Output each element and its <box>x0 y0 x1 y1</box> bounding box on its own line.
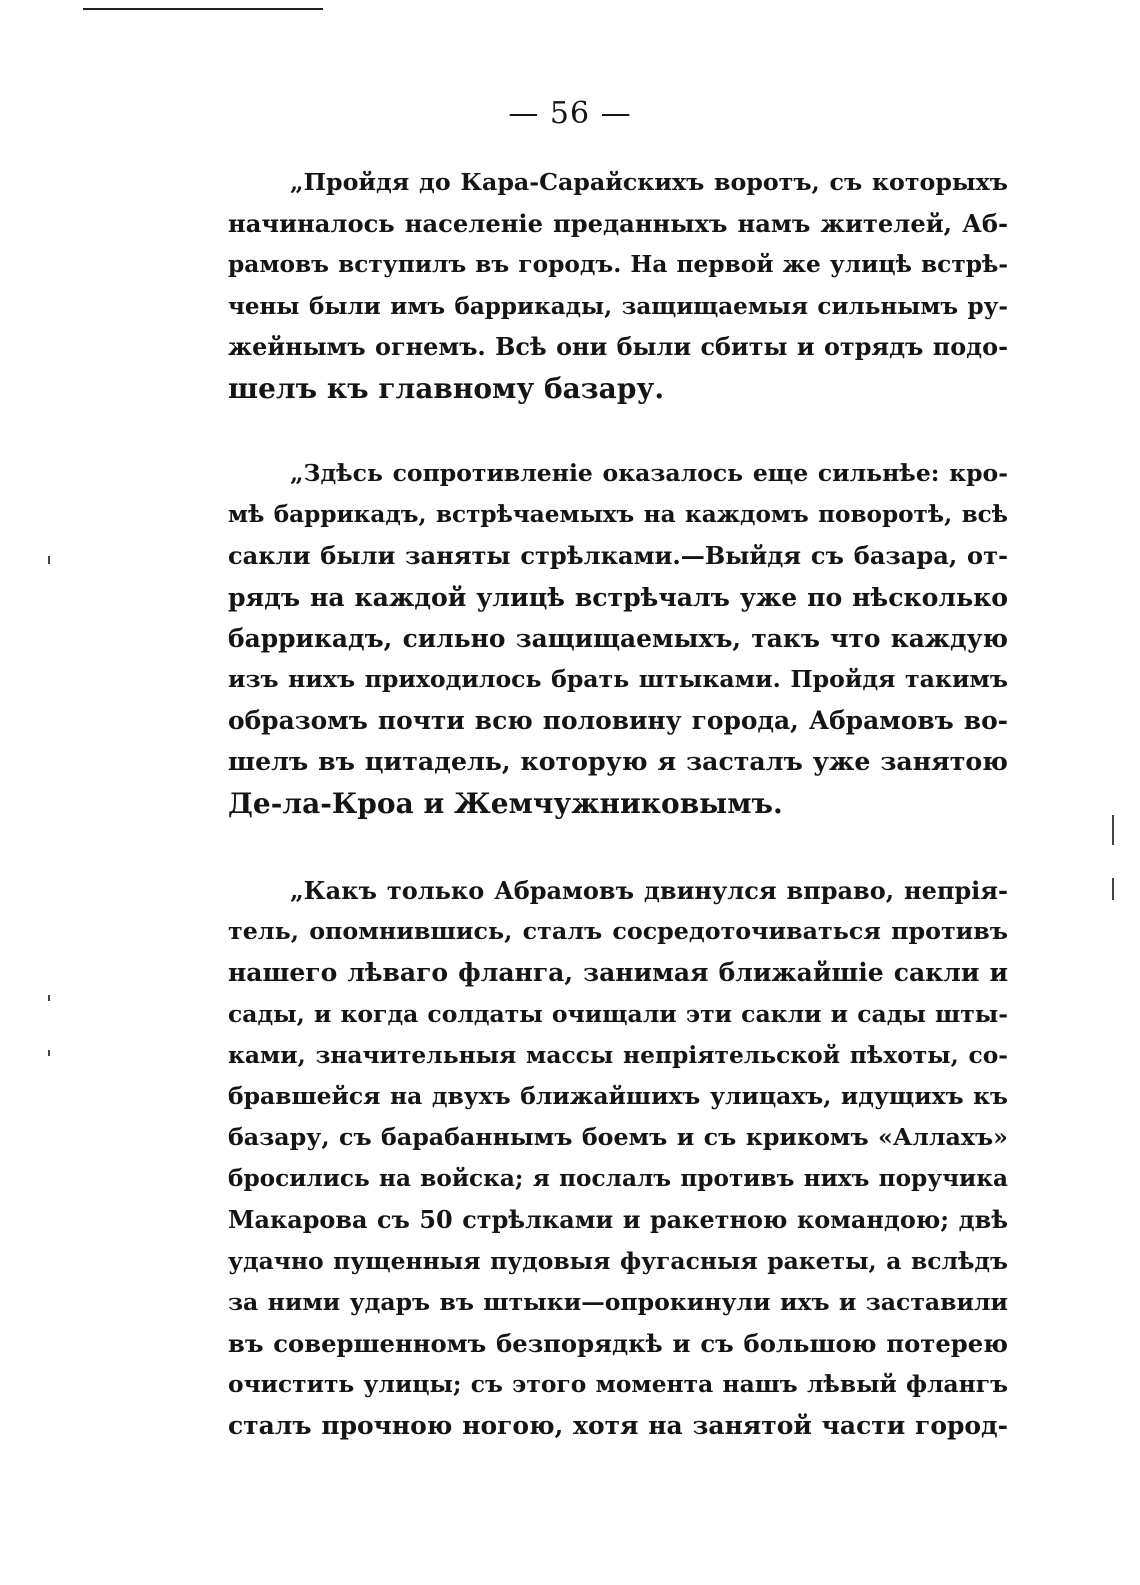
text-line: жейнымъ огнемъ. Всѣ они были сбиты и отрядъ подо- <box>228 332 1008 361</box>
page-number: — 56 — <box>508 96 632 131</box>
paragraph-1 <box>228 162 1008 409</box>
text-line: рамовъ вступилъ въ городъ. На первой же улицѣ встрѣ- <box>228 251 1008 279</box>
paragraph-2 <box>228 453 1008 824</box>
text-line: „Здѣсь сопротивленіе оказалось еще сильнѣе: кро- <box>290 459 1008 487</box>
text-line: нашего лѣваго фланга, занимая ближайшіе сакли и <box>228 958 1008 988</box>
text-line: бросились на войска; я послалъ противъ нихъ поручика <box>228 1165 1008 1193</box>
text-line: базару, съ барабаннымъ боемъ и съ крикомъ «Аллахъ» <box>228 1123 1008 1152</box>
text-line: мѣ баррикадъ, встрѣчаемыхъ на каждомъ поворотѣ, всѣ <box>228 501 1008 529</box>
margin-mark-right-2 <box>1112 878 1114 900</box>
text-line: баррикадъ, сильно защищаемыхъ, такъ что каждую <box>228 623 1008 653</box>
text-line: шелъ къ главному базару. <box>228 371 665 405</box>
margin-mark-left-3 <box>48 1050 50 1056</box>
text-line: удачно пущенныя пудовыя фугасныя ракеты, а вслѣдъ <box>228 1246 1008 1275</box>
text-line: въ совершенномъ безпорядкѣ и съ большою потерею <box>228 1329 1008 1359</box>
text-line: Де-ла-Кроа и Жемчужниковымъ. <box>228 786 783 820</box>
text-line: Макарова съ 50 стрѣлками и ракетною командою; двѣ <box>228 1205 1008 1234</box>
text-line: шелъ въ цитадель, которую я засталъ уже занятою <box>228 746 1008 777</box>
text-line: сакли были заняты стрѣлками.—Выйдя съ базара, от- <box>228 541 1008 571</box>
text-line: за ними ударъ въ штыки—опрокинули ихъ и заставили <box>228 1287 1008 1316</box>
text-line: изъ нихъ приходилось брать штыками. Пройдя такимъ <box>228 664 1008 693</box>
margin-mark-left-2 <box>48 995 50 1001</box>
top-rule <box>83 8 323 10</box>
text-line: тель, опомнившись, сталъ сосредоточиваться противъ <box>228 917 1008 946</box>
margin-mark-left-1 <box>48 556 50 564</box>
margin-mark-right-1 <box>1112 815 1114 845</box>
text-line: начиналось населеніе преданныхъ намъ жителей, Аб- <box>228 209 1008 239</box>
text-line: чены были имъ баррикады, защищаемыя сильнымъ ру- <box>228 292 1008 320</box>
text-line: образомъ почти всю половину города, Абрамовъ во- <box>228 706 1008 736</box>
paragraph-3 <box>228 870 1008 1447</box>
text-line: ками, значительныя массы непріятельской пѣхоты, со- <box>228 1040 1008 1069</box>
text-line: „Какъ только Абрамовъ двинулся вправо, непрія- <box>290 876 1008 905</box>
text-line: очистить улицы; съ этого момента нашъ лѣвый флангъ <box>228 1370 1008 1399</box>
text-line: „Пройдя до Кара-Сарайскихъ воротъ, съ которыхъ <box>290 168 1008 196</box>
text-line: бравшейся на двухъ ближайшихъ улицахъ, идущихъ къ <box>228 1081 1008 1110</box>
text-line: сталъ прочною ногою, хотя на занятой части город- <box>228 1411 1008 1441</box>
text-line: рядъ на каждой улицѣ встрѣчалъ уже по нѣсколько <box>228 581 1008 612</box>
text-line: сады, и когда солдаты очищали эти сакли и сады шты- <box>228 999 1008 1028</box>
